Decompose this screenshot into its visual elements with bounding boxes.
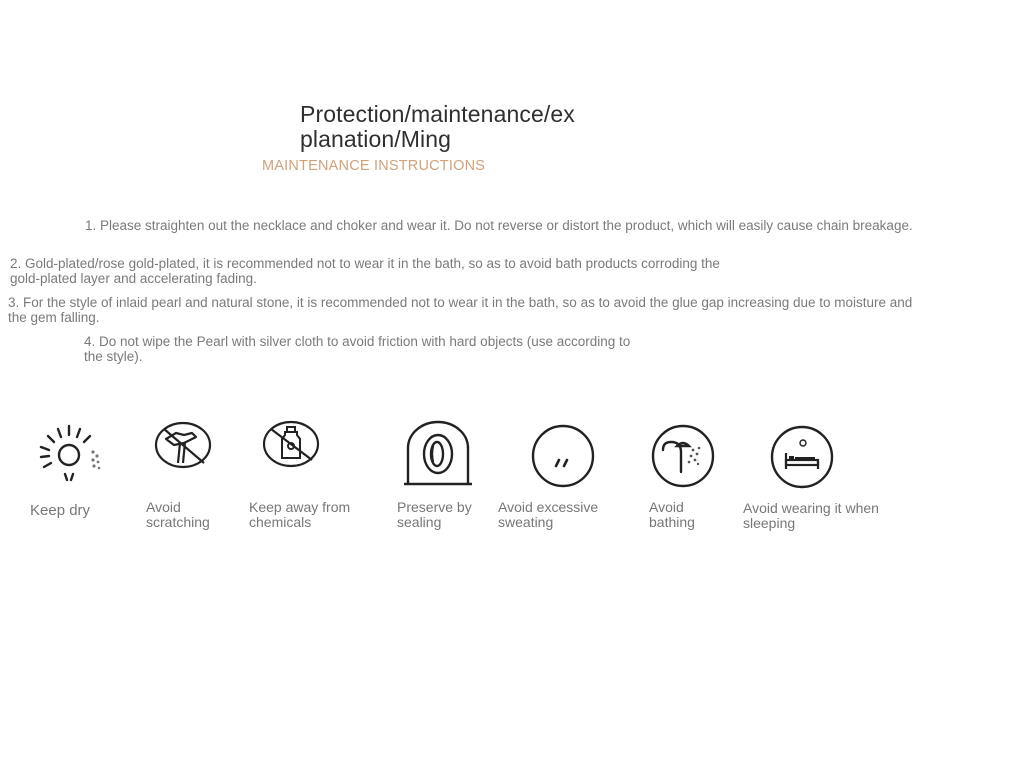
care-label-sealing: Preserve by sealing	[397, 499, 472, 530]
bed-icon	[770, 425, 834, 489]
shower-icon	[651, 424, 715, 488]
no-bottle-icon	[263, 420, 321, 470]
sealed-box-icon	[402, 418, 474, 488]
care-label-bathing: Avoid bathing	[649, 499, 695, 530]
no-hammer-icon	[154, 421, 214, 471]
sun-icon	[36, 422, 106, 484]
care-label-chemicals: Keep away from chemicals	[249, 499, 351, 530]
care-label-keep-dry: Keep dry	[30, 502, 91, 519]
instruction-item: 2. Gold-plated/rose gold-plated, it is recommended not to wear it in the bath, so as to avoid bath products corroding the gold-plated layer and accelerating fading.	[10, 256, 720, 286]
sweat-drops-icon	[531, 424, 595, 488]
care-label-sleeping: Avoid wearing it when sleeping	[743, 500, 879, 531]
instruction-item: 4. Do not wipe the Pearl with silver cloth to avoid friction with hard objects (use according to the style).	[84, 334, 631, 364]
section-subtitle: MAINTENANCE INSTRUCTIONS	[262, 158, 486, 174]
page-title: Protection/maintenance/ex planation/Ming	[300, 101, 575, 152]
instruction-item: 1. Please straighten out the necklace and choker and wear it. Do not reverse or distort the product, which will easily cause chain breakage.	[85, 218, 913, 233]
care-label-sweating: Avoid excessive sweating	[498, 499, 599, 530]
instruction-item: 3. For the style of inlaid pearl and natural stone, it is recommended not to wear it in the bath, so as to avoid the glue gap increasing due to moisture and the gem falling.	[8, 295, 913, 325]
care-label-avoid-scratching: Avoid scratching	[146, 499, 210, 530]
